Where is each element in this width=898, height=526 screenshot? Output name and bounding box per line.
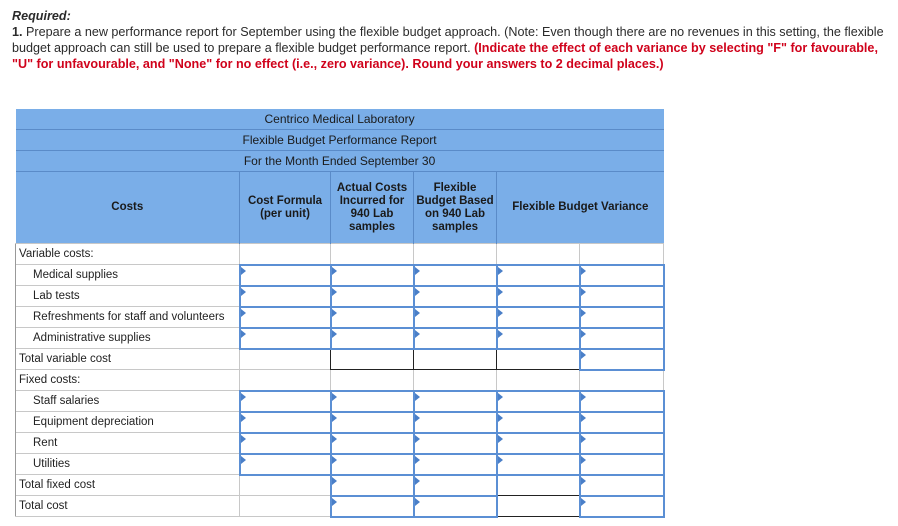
lab-tests-variance-effect-select[interactable]: [580, 286, 664, 307]
total-variable-variance-effect-select[interactable]: [580, 349, 664, 370]
lab-tests-actual-input[interactable]: [331, 286, 414, 307]
row-label-variable-costs: Variable costs:: [16, 244, 240, 265]
header-flexible-budget-variance: Flexible Budget Variance: [497, 172, 664, 244]
refreshments-flexible-input[interactable]: [414, 307, 497, 328]
admin-supplies-variance-input[interactable]: [497, 328, 580, 349]
utilities-variance-input[interactable]: [497, 454, 580, 475]
header-actual-costs: Actual Costs Incurred for 940 Lab samples: [331, 172, 414, 244]
row-label-lab-tests: Lab tests: [16, 286, 240, 307]
staff-salaries-variance-input[interactable]: [497, 391, 580, 412]
row-label-total-fixed: Total fixed cost: [16, 475, 240, 496]
instructions: [12, 8, 888, 72]
total-fixed-actual-input[interactable]: [331, 475, 414, 496]
rent-variance-input[interactable]: [497, 433, 580, 454]
medical-supplies-variance-input[interactable]: [497, 265, 580, 286]
total-cost-flexible-input[interactable]: [414, 496, 497, 517]
question-number: 1.: [12, 25, 23, 39]
rent-flexible-input[interactable]: [414, 433, 497, 454]
rent-cost-formula-input[interactable]: [240, 433, 331, 454]
utilities-actual-input[interactable]: [331, 454, 414, 475]
instruction-plain: Prepare a new performance report for September using the flexible budget approach. (Note: Even though there are no revenues in this setting, the flexible budget approach can still be used to prepare a flexible budget performance report.: [12, 25, 884, 55]
utilities-flexible-input[interactable]: [414, 454, 497, 475]
refreshments-actual-input[interactable]: [331, 307, 414, 328]
required-label: Required:: [12, 9, 71, 23]
row-label-rent: Rent: [16, 433, 240, 454]
total-variable-actual-cell[interactable]: [331, 349, 414, 370]
rent-variance-effect-select[interactable]: [580, 433, 664, 454]
equipment-depreciation-cost-formula-input[interactable]: [240, 412, 331, 433]
total-cost-actual-input[interactable]: [331, 496, 414, 517]
admin-supplies-actual-input[interactable]: [331, 328, 414, 349]
row-label-fixed-costs: Fixed costs:: [16, 370, 240, 391]
utilities-cost-formula-input[interactable]: [240, 454, 331, 475]
lab-tests-flexible-input[interactable]: [414, 286, 497, 307]
company-name: Centrico Medical Laboratory: [16, 109, 664, 130]
medical-supplies-actual-input[interactable]: [331, 265, 414, 286]
admin-supplies-variance-effect-select[interactable]: [580, 328, 664, 349]
report-period: For the Month Ended September 30: [16, 151, 664, 172]
lab-tests-cost-formula-input[interactable]: [240, 286, 331, 307]
instruction-text: [12, 24, 888, 72]
performance-report-table: [15, 109, 665, 518]
row-label-medical-supplies: Medical supplies: [16, 265, 240, 286]
equipment-depreciation-actual-input[interactable]: [331, 412, 414, 433]
medical-supplies-cost-formula-input[interactable]: [240, 265, 331, 286]
report-title: Flexible Budget Performance Report: [16, 130, 664, 151]
row-label-staff-salaries: Staff salaries: [16, 391, 240, 412]
equipment-depreciation-variance-input[interactable]: [497, 412, 580, 433]
row-label-utilities: Utilities: [16, 454, 240, 475]
staff-salaries-variance-effect-select[interactable]: [580, 391, 664, 412]
header-flexible-budget: Flexible Budget Based on 940 Lab samples: [414, 172, 497, 244]
row-label-admin-supplies: Administrative supplies: [16, 328, 240, 349]
lab-tests-variance-input[interactable]: [497, 286, 580, 307]
admin-supplies-flexible-input[interactable]: [414, 328, 497, 349]
row-label-total-variable: Total variable cost: [16, 349, 240, 370]
row-label-total-cost: Total cost: [16, 496, 240, 517]
total-fixed-flexible-input[interactable]: [414, 475, 497, 496]
total-cost-variance-effect-select[interactable]: [580, 496, 664, 517]
medical-supplies-variance-effect-select[interactable]: [580, 265, 664, 286]
row-label-refreshments: Refreshments for staff and volunteers: [16, 307, 240, 328]
refreshments-cost-formula-input[interactable]: [240, 307, 331, 328]
staff-salaries-cost-formula-input[interactable]: [240, 391, 331, 412]
header-cost-formula: Cost Formula (per unit): [240, 172, 331, 244]
medical-supplies-flexible-input[interactable]: [414, 265, 497, 286]
staff-salaries-actual-input[interactable]: [331, 391, 414, 412]
refreshments-variance-effect-select[interactable]: [580, 307, 664, 328]
total-variable-variance-cell[interactable]: [497, 349, 580, 370]
rent-actual-input[interactable]: [331, 433, 414, 454]
instruction-emphasis: (Indicate the effect of each variance by selecting "F" for favourable, "U" for unfavourable, and "None" for no effect (i.e., zero variance). Round your answers to 2 decimal places.): [12, 41, 878, 71]
row-label-equipment-depreciation: Equipment depreciation: [16, 412, 240, 433]
refreshments-variance-input[interactable]: [497, 307, 580, 328]
header-costs: Costs: [16, 172, 240, 244]
total-cost-variance-cell[interactable]: [497, 496, 580, 517]
staff-salaries-flexible-input[interactable]: [414, 391, 497, 412]
utilities-variance-effect-select[interactable]: [580, 454, 664, 475]
total-variable-flexible-cell[interactable]: [414, 349, 497, 370]
total-fixed-variance-effect-select[interactable]: [580, 475, 664, 496]
equipment-depreciation-flexible-input[interactable]: [414, 412, 497, 433]
admin-supplies-cost-formula-input[interactable]: [240, 328, 331, 349]
total-fixed-variance-cell[interactable]: [497, 475, 580, 496]
equipment-depreciation-variance-effect-select[interactable]: [580, 412, 664, 433]
